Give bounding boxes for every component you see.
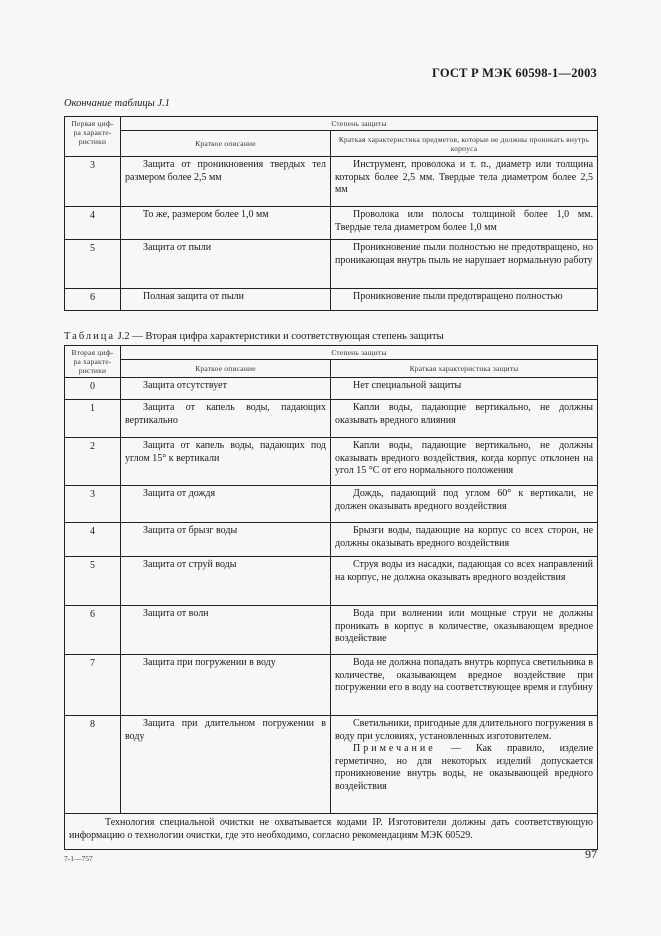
print-code: 7-1—757 — [64, 854, 93, 863]
digit-cell: 3 — [65, 157, 121, 207]
desc-cell: Защита от капель воды, падающих вертикально — [121, 400, 331, 438]
desc-cell: Полная защита от пыли — [121, 289, 331, 311]
digit-cell: 3 — [65, 486, 121, 523]
table-row — [65, 486, 598, 523]
table-row — [65, 289, 598, 311]
table-footer-note: Технология специальной очистки не охватывается кодами IP. Изготовители должны дать соответствующую информацию о технологии очистки, где это необходимо, согласно рекомендациям МЭК 60529. — [65, 814, 598, 850]
digit-cell: 6 — [65, 606, 121, 655]
desc-cell: Защита при погружении в воду — [121, 655, 331, 716]
detail-cell: Вода не должна попадать внутрь корпуса светильника в количестве, оказывающем вредное воздействие при погружении его в воду на соответствующее время и глубину — [331, 655, 598, 716]
detail-cell: Капли воды, падающие вертикально, не должны оказывать вредного воздействия, когда корпус отклонен на угол 15 °С от его нормального положения — [331, 438, 598, 486]
group-header: Степень защиты — [121, 346, 598, 360]
col-header-desc: Краткое описание — [121, 131, 331, 157]
table-row — [65, 378, 598, 400]
table-note — [335, 743, 593, 793]
desc-cell: Защита отсутствует — [121, 378, 331, 400]
table-j1 — [64, 116, 598, 311]
table-row — [65, 716, 598, 814]
detail-cell: Дождь, падающий под углом 60° к вертикали, не должен оказывать вредного воздействия — [331, 486, 598, 523]
table-row — [65, 557, 598, 606]
desc-cell: Защита от капель воды, падающих под углом 15° к вертикали — [121, 438, 331, 486]
col-header-desc: Краткое описание — [121, 360, 331, 378]
desc-cell: Защита от дождя — [121, 486, 331, 523]
table-row — [65, 606, 598, 655]
table-row — [65, 438, 598, 486]
digit-cell: 0 — [65, 378, 121, 400]
desc-cell: Защита от брызг воды — [121, 523, 331, 557]
digit-cell: 1 — [65, 400, 121, 438]
desc-cell: Защита от пыли — [121, 240, 331, 289]
col-header-digit: Вторая циф-ра характе-ристики — [65, 346, 121, 378]
detail-cell: Вода при волнении или мощные струи не должны проникать в корпус в количестве, оказывающем вредное воздействие — [331, 606, 598, 655]
digit-cell: 4 — [65, 207, 121, 240]
digit-cell: 5 — [65, 557, 121, 606]
digit-cell: 7 — [65, 655, 121, 716]
table-row — [65, 523, 598, 557]
col-header-detail: Краткая характеристика защиты — [331, 360, 598, 378]
detail-text: Светильники, пригодные для длительного погружения в воду при условиях, установленных изготовителем. — [335, 718, 594, 742]
detail-cell: Брызги воды, падающие на корпус со всех сторон, не должны оказывать вредного воздействия — [331, 523, 598, 557]
detail-cell: Проникновение пыли предотвращено полностью — [331, 289, 598, 311]
document-header: ГОСТ Р МЭК 60598-1—2003 — [432, 66, 597, 80]
digit-cell: 8 — [65, 716, 121, 814]
detail-cell: Проволока или полосы толщиной более 1,0 мм. Твердые тела диаметром более 1,0 мм — [331, 207, 598, 240]
digit-cell: 6 — [65, 289, 121, 311]
table-row — [65, 400, 598, 438]
detail-cell: Нет специальной защиты — [331, 378, 598, 400]
desc-cell: Защита при длительном погружении в воду — [121, 716, 331, 814]
table2-caption — [64, 331, 444, 342]
detail-cell: Инструмент, проволока и т. п., диаметр или толщина которых более 2,5 мм. Твердые тела диаметром более 2,5 мм — [331, 157, 598, 207]
table2-caption-text: J.2 — Вторая цифра характеристики и соответствующая степень защиты — [115, 331, 444, 342]
table1-caption: Окончание таблицы J.1 — [64, 98, 170, 109]
table-row — [65, 207, 598, 240]
note-label: Примечание — [353, 743, 436, 754]
detail-cell: Проникновение пыли полностью не предотвращено, но проникающая внутрь пыль не нарушает нормальную работу — [331, 240, 598, 289]
detail-cell: Капли воды, падающие вертикально, не должны оказывать вредного влияния — [331, 400, 598, 438]
note-text: — Как правило, изделие герметично, но для некоторых изделий допускается проникновение внутрь воды, не оказывающей вредного воздействия — [335, 743, 594, 792]
desc-cell: Защита от проникновения твердых тел размером более 2,5 мм — [121, 157, 331, 207]
detail-cell — [331, 716, 598, 814]
col-header-digit: Первая циф-ра характе-ристики — [65, 117, 121, 157]
desc-cell: То же, размером более 1,0 мм — [121, 207, 331, 240]
table-row — [65, 655, 598, 716]
desc-cell: Защита от волн — [121, 606, 331, 655]
desc-cell: Защита от струй воды — [121, 557, 331, 606]
table-row — [65, 157, 598, 207]
digit-cell: 4 — [65, 523, 121, 557]
group-header: Степень защиты — [121, 117, 598, 131]
page-number: 97 — [585, 847, 597, 861]
detail-cell: Струя воды из насадки, падающая со всех направлений на корпус, не должна оказывать вредного воздействия — [331, 557, 598, 606]
digit-cell: 5 — [65, 240, 121, 289]
table-j2 — [64, 345, 598, 850]
table2-caption-label: Таблица — [64, 331, 116, 342]
col-header-detail: Краткая характеристика предметов, которые не должны проникать внутрь корпуса — [331, 131, 598, 157]
digit-cell: 2 — [65, 438, 121, 486]
table-row — [65, 240, 598, 289]
